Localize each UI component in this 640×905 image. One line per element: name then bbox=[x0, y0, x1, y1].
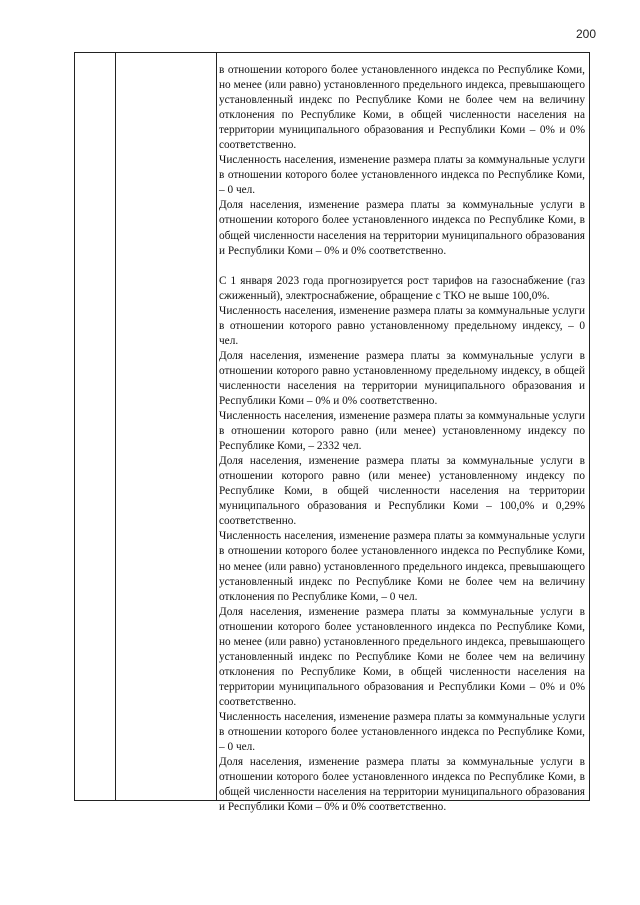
table-column-divider-2 bbox=[216, 53, 217, 800]
paragraph-3: Доля населения, изменение размера платы за коммунальные услуги в отношении которого более установленного индекса по Республике Коми, в общей численности населения на территории муниципального образования и Республики Коми – 0% и 0% соответственно. bbox=[219, 199, 585, 257]
table-column-divider-1 bbox=[115, 53, 116, 800]
paragraph-7: Численность населения, изменение размера платы за коммунальные услуги в отношении которого равно (или менее) установленному индексу по Республике Коми, – 2332 чел. bbox=[219, 410, 585, 453]
paragraph-6: Доля населения, изменение размера платы за коммунальные услуги в отношении которого равно установленному предельному индексу, в общей численности населения на территории муниципального образования и Республики Коми – 0% и 0% соответственно. bbox=[219, 349, 585, 407]
page-number: 200 bbox=[575, 27, 596, 41]
paragraph-11: Численность населения, изменение размера платы за коммунальные услуги в отношении которого более установленного индекса по Республике Коми, – 0 чел. bbox=[219, 710, 585, 754]
paragraph-2: Численность населения, изменение размера платы за коммунальные услуги в отношении которого более установленного индекса по Республике Коми, – 0 чел. bbox=[219, 154, 585, 197]
paragraph-1: в отношении которого более установленного индекса по Республике Коми, но менее (или равно) установленного предельного индекса, превышающего установленный индекс по Республике Коми не более чем на величину отклонения по Республике Коми, в общей численности населения на территории муниципального образования и Республики Коми – 0% и 0% соответственно. bbox=[219, 64, 585, 152]
paragraph-5: Численность населения, изменение размера платы за коммунальные услуги в отношении которого равно установленному предельному индексу, – 0 чел. bbox=[219, 304, 585, 347]
paragraph-4: С 1 января 2023 года прогнозируется рост тарифов на газоснабжение (газ сжиженный), электроснабжение, обращение с ТКО не выше 100,0%. bbox=[219, 274, 585, 302]
table-text-cell bbox=[219, 63, 585, 815]
paragraph-10: Доля населения, изменение размера платы за коммунальные услуги в отношении которого более установленного индекса по Республике Коми, но менее (или равно) установленного предельного индекса, превышающего установленный индекс по Республике Коми не более чем на величину отклонения по Республике Коми, в общей численности населения на территории муниципального образования и Республики Коми – 0% и 0% соответственно. bbox=[219, 605, 585, 708]
paragraph-9: Численность населения, изменение размера платы за коммунальные услуги в отношении которого более установленного индекса по Республике Коми, но менее (или равно) установленного предельного индекса, превышающего установленный индекс по Республике Коми не более чем на величину отклонения по Республике Коми, – 0 чел. bbox=[219, 530, 585, 603]
paragraph-8: Доля населения, изменение размера платы за коммунальные услуги в отношении которого равно (или менее) установленному индексу по Республике Коми, в общей численности населения на территории муниципального образования и Республики Коми – 100,0% и 0,29% соответственно. bbox=[219, 455, 585, 528]
document-table bbox=[74, 52, 590, 814]
paragraph-12: Доля населения, изменение размера платы за коммунальные услуги в отношении которого более установленного индекса по Республике Коми, в общей численности населения на территории муниципального образования и Республики Коми – 0% и 0% соответственно. bbox=[219, 756, 585, 814]
